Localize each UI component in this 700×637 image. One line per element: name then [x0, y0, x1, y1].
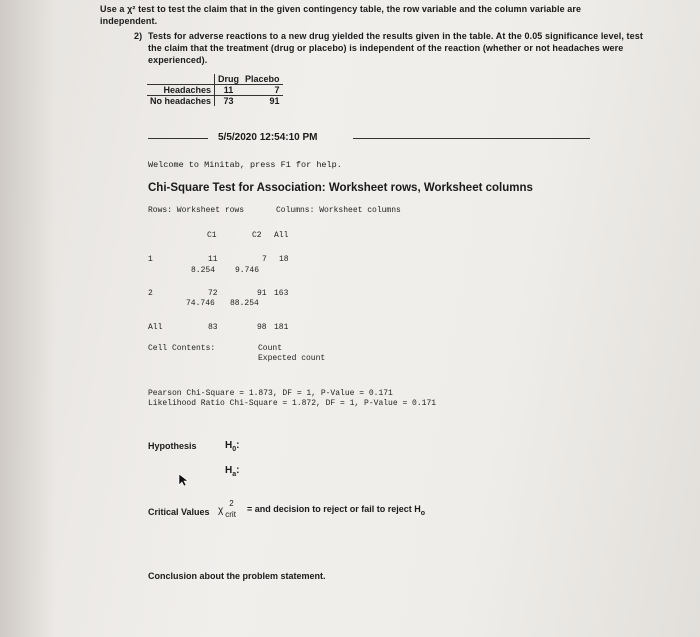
- cell-contents-count: Count: [258, 344, 283, 353]
- conclusion-label: Conclusion about the problem statement.: [148, 571, 326, 581]
- count-r1-c1: 11: [208, 255, 218, 264]
- col-header-c2: C2: [252, 231, 262, 240]
- row-label-2: 2: [148, 289, 153, 298]
- col-header-c1: C1: [207, 231, 217, 240]
- h0-letter: H: [225, 440, 233, 451]
- welcome-message: Welcome to Minitab, press F1 for help.: [148, 160, 342, 170]
- row-label-no-headaches: No headaches: [147, 96, 215, 107]
- pearson-line: Pearson Chi-Square = 1.873, DF = 1, P-Value = 0.171: [148, 389, 393, 398]
- intro-line-2: independent.: [100, 16, 158, 26]
- expected-r1-c1: 8.254: [191, 266, 216, 275]
- cell-contents-label: Cell Contents:: [148, 344, 216, 353]
- h0-colon: :: [236, 440, 240, 451]
- hypothesis-label: Hypothesis: [148, 441, 197, 451]
- chi-crit-expression: [218, 499, 241, 521]
- col-header-all: All: [274, 231, 289, 240]
- rows-label: Rows: Worksheet rows: [148, 206, 245, 215]
- ha-subscript: a: [232, 471, 237, 478]
- cell-contents-expected: Expected count: [258, 354, 326, 363]
- count-r2-all: 163: [274, 289, 289, 298]
- critical-decision-subscript: o: [420, 509, 426, 517]
- alt-hypothesis-label: [225, 465, 239, 478]
- ha-colon: :: [236, 465, 240, 476]
- drug-placebo-table: [147, 74, 283, 106]
- expected-r2-c2: 88.254: [230, 299, 259, 308]
- expected-r2-c1: 74.746: [186, 299, 215, 308]
- critical-decision-main: = and decision to reject or fail to reject H: [247, 504, 421, 514]
- timestamp-rule-left: [148, 138, 208, 139]
- chi-crit-subscript: crit: [225, 510, 236, 519]
- cell-no-headaches-drug: 73: [215, 96, 243, 107]
- critical-values-label: Critical Values: [148, 507, 210, 517]
- header-placebo: Placebo: [245, 74, 280, 84]
- page-shadow: [0, 0, 55, 637]
- session-timestamp: 5/5/2020 12:54:10 PM: [218, 132, 318, 143]
- question-number: 2): [134, 31, 143, 41]
- likelihood-line: Likelihood Ratio Chi-Square = 1.872, DF = 1, P-Value = 0.171: [148, 399, 437, 408]
- null-hypothesis-label: [225, 440, 239, 453]
- chi-square-title: Chi-Square Test for Association: Worksheet rows, Worksheet columns: [148, 182, 533, 194]
- question-line-3: experienced).: [148, 55, 208, 65]
- expected-r1-c2: 9.746: [235, 266, 260, 275]
- critical-decision-text: [247, 504, 425, 517]
- total-c2: 98: [257, 323, 267, 332]
- question-line-2: the claim that the treatment (drug or placebo) is independent of the reaction (whether or not headaches were: [148, 43, 624, 53]
- question-line-1: Tests for adverse reactions to a new drug yielded the results given in the table. At the 0.05 significance level, test: [148, 31, 643, 41]
- intro-line-1: Use a χ² test to test the claim that in the given contingency table, the row variable and the column variable are: [100, 4, 582, 14]
- row-label-headaches: Headaches: [147, 85, 215, 96]
- row-label-all: All: [148, 323, 163, 332]
- timestamp-rule-right: [353, 138, 590, 139]
- h0-subscript: 0: [232, 446, 237, 453]
- cell-headaches-drug: 11: [215, 85, 243, 96]
- columns-label: Columns: Worksheet columns: [276, 206, 401, 215]
- total-all: 181: [274, 323, 289, 332]
- count-r1-all: 18: [279, 255, 289, 264]
- count-r2-c2: 91: [257, 289, 267, 298]
- chi-symbol: χ: [218, 505, 224, 516]
- cell-no-headaches-placebo: 91: [242, 96, 283, 107]
- row-label-1: 1: [148, 255, 153, 264]
- chi-crit-superscript: 2: [229, 499, 234, 508]
- header-drug: Drug: [215, 74, 243, 85]
- mouse-cursor-icon: [178, 473, 190, 487]
- count-r1-c2: 7: [262, 255, 267, 264]
- ha-letter: H: [225, 465, 233, 476]
- count-r2-c1: 72: [208, 289, 218, 298]
- total-c1: 83: [208, 323, 218, 332]
- cell-headaches-placebo: 7: [242, 85, 283, 96]
